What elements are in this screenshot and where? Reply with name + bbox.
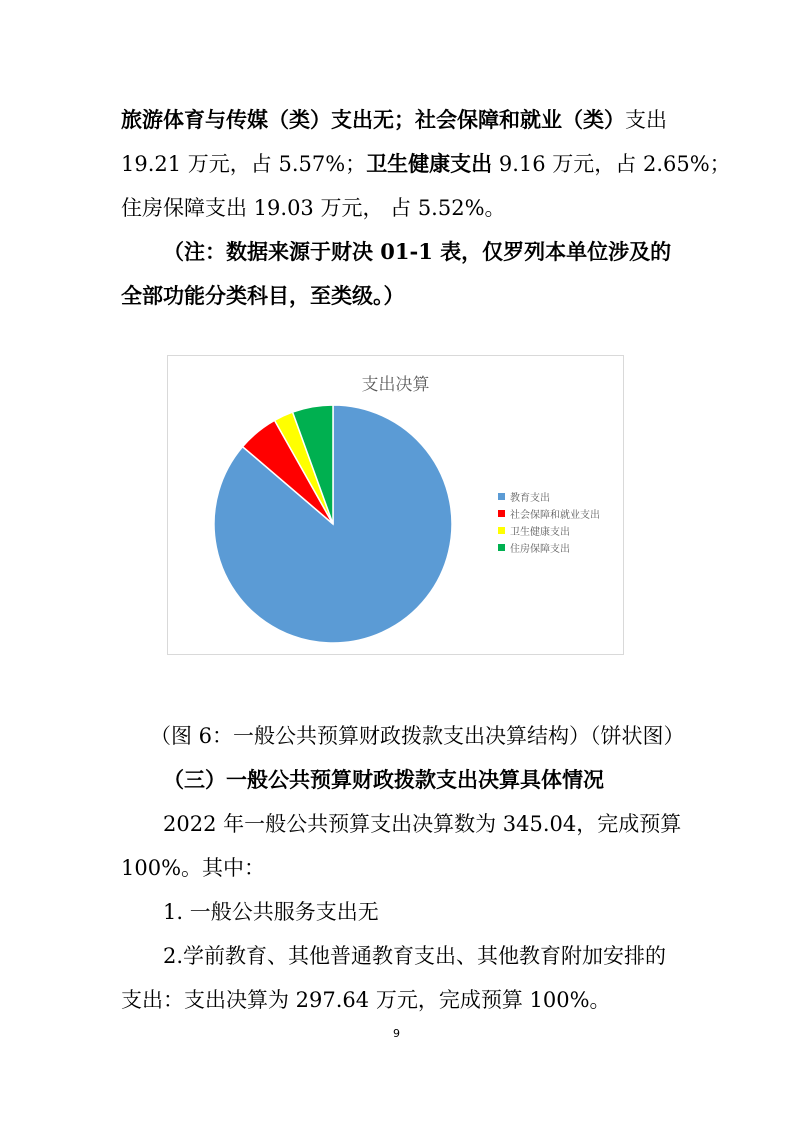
legend-label-3: 住房保障支出 bbox=[510, 544, 570, 555]
social-security-amount: 19.21 万元，占 5.57%； bbox=[121, 152, 367, 176]
legend-swatch-2 bbox=[498, 527, 505, 534]
legend-item-3 bbox=[498, 539, 600, 556]
expenditure-word: 支出 bbox=[625, 108, 667, 132]
legend-label-0: 教育支出 bbox=[510, 493, 550, 504]
pie-chart bbox=[167, 355, 624, 655]
summary-line-2: 100%。其中： bbox=[121, 856, 266, 880]
health-label: 卫生健康支出 bbox=[366, 151, 493, 176]
legend-swatch-1 bbox=[498, 510, 505, 517]
item-2-line-2: 支出：支出决算为 297.64 万元，完成预算 100%。 bbox=[121, 988, 611, 1012]
legend-item-1 bbox=[498, 505, 600, 522]
legend-item-2 bbox=[498, 522, 600, 539]
chart-legend bbox=[498, 488, 600, 556]
page-number: 9 bbox=[393, 1027, 400, 1040]
section-heading: （三）一般公共预算财政拨款支出决算具体情况 bbox=[163, 767, 604, 792]
legend-label-1: 社会保障和就业支出 bbox=[510, 510, 600, 521]
note-line-2: 全部功能分类科目，至类级。） bbox=[121, 283, 405, 308]
paragraph-line-1 bbox=[121, 106, 667, 134]
legend-swatch-0 bbox=[498, 493, 505, 500]
chart-title: 支出决算 bbox=[361, 375, 430, 395]
figure-caption: （图 6：一般公共预算财政拨款支出决算结构）（饼状图） bbox=[150, 724, 685, 748]
paragraph-line-2 bbox=[121, 150, 731, 178]
legend-item-0 bbox=[498, 488, 600, 505]
note-line-1: （注：数据来源于财决 01-1 表，仅罗列本单位涉及的 bbox=[163, 239, 672, 264]
health-amount: 9.16 万元，占 2.65%； bbox=[492, 152, 731, 176]
item-2-line-1: 2.学前教育、其他普通教育支出、其他教育附加安排的 bbox=[163, 944, 667, 968]
summary-line-1: 2022 年一般公共预算支出决算数为 345.04，完成预算 bbox=[163, 812, 682, 836]
legend-swatch-3 bbox=[498, 544, 505, 551]
legend-label-2: 卫生健康支出 bbox=[510, 527, 570, 538]
social-security-text: 旅游体育与传媒（类）支出无；社会保障和就业（类） bbox=[121, 107, 625, 132]
paragraph-line-3: 住房保障支出 19.03 万元， 占 5.52%。 bbox=[121, 196, 506, 220]
item-1: 1. 一般公共服务支出无 bbox=[163, 900, 379, 924]
